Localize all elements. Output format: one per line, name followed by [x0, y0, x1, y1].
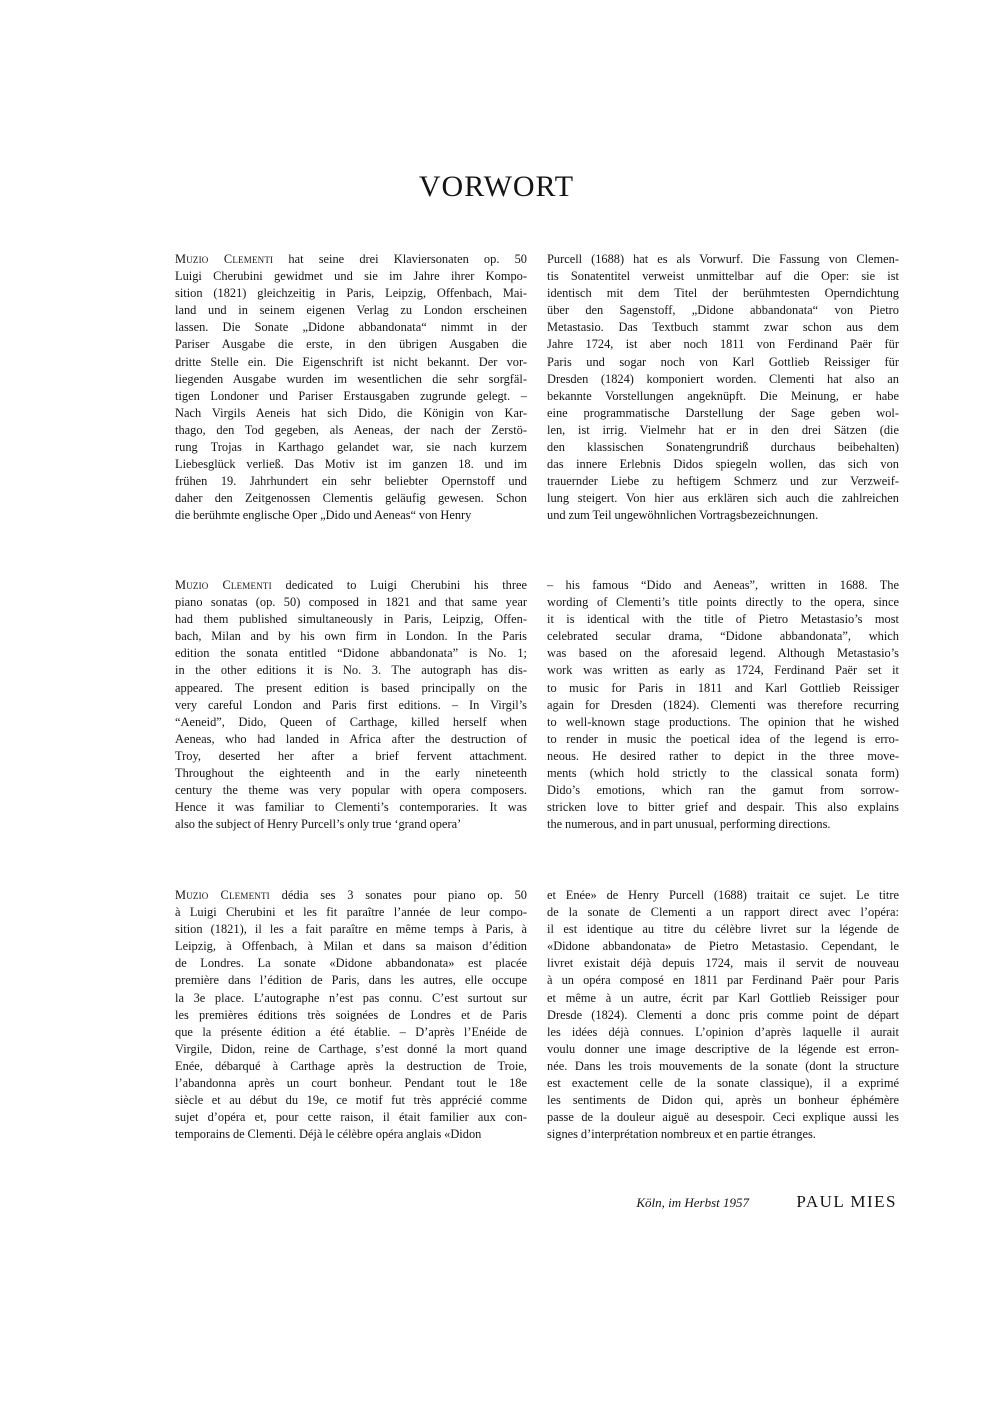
text-line: Enée, débarqué à Carthage après la destruction de Troie,	[175, 1058, 527, 1073]
text-line: Aeneas, who had landed in Africa after the destruction of	[175, 731, 527, 746]
text-line: bach, Milan and by his own firm in London. In the Paris	[175, 629, 527, 644]
text-line: à Luigi Cherubini et les fit paraître l’année de leur compo-	[175, 905, 527, 920]
text-line: to render in music the poetical idea of the legend is erro-	[547, 731, 899, 746]
text-line: passe de la douleur aiguë au desespoir. Ceci explique aussi les	[547, 1110, 899, 1125]
text-line: – his famous “Dido and Aeneas”, written in 1688. The	[547, 578, 899, 592]
text-line: l’abandonna après un court bonheur. Pendant tout le 18e	[175, 1076, 527, 1091]
text-line: liegenden Ausgabe wurden im wesentlichen die sehr sorgfäl-	[175, 371, 527, 386]
text-line: temporains de Clementi. Déjà le célèbre opéra anglais «Didon	[175, 1127, 482, 1142]
german-section	[175, 251, 897, 531]
text-line: à un opéra composé en 1811 par Ferdinand Paër pour Paris	[547, 973, 899, 988]
signature-author: PAUL MIES	[796, 1192, 897, 1211]
text-line: dritte Stelle ein. Die Eigenschrift ist nicht bekannt. Der vor-	[175, 354, 527, 369]
text-line: de la sonate de Clementi a un rapport direct avec l’opéra:	[547, 905, 899, 920]
text-line: thago, den Tod gegeben, als Aeneas, der nach der Zerstö-	[175, 422, 527, 437]
text-line: identisch mit dem Titel der berühmtesten Operndichtung	[547, 286, 899, 301]
text-line: “Aeneid”, Dido, Queen of Carthage, killed herself when	[175, 714, 527, 729]
page-title: VORWORT	[418, 170, 575, 203]
text-line: Metastasio. Das Textbuch stammt zwar schon aus dem	[547, 320, 899, 335]
text-line: tis Sonatentitel verweist unmittelbar auf die Oper: sie ist	[547, 269, 899, 284]
text-line: had them published simultaneously in Paris, Leipzig, Offen-	[175, 612, 527, 627]
text-line: lung steigert. Von hier aus erklären sich auch die zahlreichen	[547, 491, 899, 506]
text-line: sition (1821), il les a fait paraître en même temps à Paris, à	[175, 922, 527, 937]
text-line: Muzio Clementi dedicated to Luigi Cherubini his three	[175, 578, 527, 592]
text-line: to well-known stage productions. The opinion that he wished	[547, 714, 899, 729]
text-line: stricken love to bitter grief and despair. This also explains	[547, 800, 899, 815]
text-line: land und in seinem eigenen Verlag zu London erscheinen	[175, 303, 527, 318]
text-line: et Enée» de Henry Purcell (1688) traitait ce sujet. Le titre	[547, 888, 899, 902]
text-line: Luigi Cherubini gewidmet und sie im Jahre ihrer Kompo-	[175, 269, 527, 284]
text-line: née. Dans les trois mouvements de la sonate (dont la structure	[547, 1058, 899, 1073]
english-section	[175, 577, 897, 839]
text-line: de Londres. La sonate «Didone abbandonata» est placée	[175, 956, 527, 971]
text-line: est exactement celle de la sonate classique), il a exprimé	[547, 1076, 899, 1091]
text-line: century the theme was very popular with opera composers.	[175, 783, 527, 798]
composer-name: Muzio Clementi	[175, 888, 270, 902]
text-line: Hence it was familiar to Clementi’s contemporaries. It was	[175, 800, 527, 815]
german-column-right	[547, 251, 899, 525]
text-line: Throughout the eighteenth and in the early nineteenth	[175, 766, 527, 781]
text-line: Muzio Clementi dédia ses 3 sonates pour piano op. 50	[175, 888, 528, 902]
text-line: sition (1821) gleichzeitig in Paris, Leipzig, Offenbach, Mai-	[175, 286, 527, 301]
text-line: edition the sonata entitled “Didone abbandonata” is No. 1;	[175, 646, 527, 661]
text-line: celebrated secular drama, “Didone abbandonata”, which	[547, 629, 899, 644]
german-column-left	[175, 251, 527, 525]
french-column-right	[547, 887, 899, 1143]
text-line: bekannte Vorstellungen angeknüpft. Die Meinung, er habe	[547, 388, 899, 403]
text-line: und zum Teil ungewöhnlichen Vortragsbezeichnungen.	[547, 508, 819, 523]
text-line: den klassischen Sonatengrundriß durchaus beibehalten)	[547, 440, 899, 455]
english-column-right	[547, 577, 899, 833]
text-line: signes d’interprétation nombreux et en partie étranges.	[547, 1127, 816, 1142]
text-line: Purcell (1688) hat es als Vorwurf. Die Fassung von Clemen-	[547, 252, 899, 266]
text-line: das innere Erlebnis Didos spiegeln wollen, das sich von	[547, 457, 899, 472]
text-line: Dresden (1824) komponiert worden. Clementi hat also an	[547, 371, 899, 386]
text-line: again for Dresden (1824). Clementi was therefore recurring	[547, 697, 899, 712]
text-line: wording of Clementi’s title points directly to the opera, since	[547, 595, 899, 610]
text-line: que la présente édition a été établie. – D’après l’Enéide de	[175, 1024, 527, 1039]
text-line: il est identique au titre du célèbre livret sur la légende de	[547, 922, 899, 937]
text-line: Liebesglück verließ. Das Motiv ist im ganzen 18. und im	[175, 457, 527, 472]
text-line: it is identical with the title of Pietro Metastasio’s most	[547, 612, 899, 627]
text-line: sujet d’opéra et, pour cette raison, il était familier aux con-	[175, 1110, 527, 1125]
text-line: rung Trojas in Karthago gelandet war, sie nach kurzem	[175, 440, 527, 455]
text-line: Paris und sogar noch von Karl Gottlieb Reissiger für	[547, 354, 899, 369]
french-column-left	[175, 887, 527, 1143]
text-line: les sentiments de Didon qui, après un bonheur éphémère	[547, 1093, 899, 1108]
text-line: frühen 19. Jahrhundert ein sehr beliebter Opernstoff und	[175, 474, 527, 489]
text-line: trauernder Liebe zu heftigem Schmerz und zur Verzweif-	[547, 474, 899, 489]
text-line: Jahre 1724, ist aber noch 1811 von Ferdinand Paër für	[547, 337, 899, 352]
text-line: piano sonatas (op. 50) composed in 1821 and that same year	[175, 595, 527, 610]
text-line: siècle et au début du 19e, ce motif fut très apprécié comme	[175, 1093, 527, 1108]
text-line: la 3e place. L’autographe n’est pas connu. C’est surtout sur	[175, 990, 527, 1005]
signature-block	[540, 1192, 897, 1216]
text-line: Leipzig, à Offenbach, à Milan et dans sa maison d’édition	[175, 939, 527, 954]
text-line: Virgile, Didon, reine de Carthage, s’est donné la mort quand	[175, 1041, 527, 1056]
text-line: neous. He desired rather to depict in the three move-	[547, 748, 899, 763]
text-line: very careful London and Paris first editions. – In Virgil’s	[175, 697, 527, 712]
text-line: ments (which hold strictly to the classical sonata form)	[547, 766, 899, 781]
signature-place-date: Köln, im Herbst 1957	[636, 1195, 749, 1210]
text-line: to music for Paris in 1811 and Karl Gottlieb Reissiger	[547, 680, 899, 695]
text-line: tigen Londoner und Pariser Erstausgaben zugrunde gelegt. –	[175, 388, 527, 403]
text-line: Troy, deserted her after a brief fervent attachment.	[175, 748, 527, 763]
text-line: les premières éditions très soignées de Londres et de Paris	[175, 1007, 527, 1022]
text-line: voulu donner une image descriptive de la légende est erron-	[547, 1041, 899, 1056]
text-line: Pariser Ausgabe die erste, in den übrigen Ausgaben die	[175, 337, 527, 352]
text-line: première dans l’édition de Paris, dans les autres, elle occupe	[175, 973, 527, 988]
text-line: Muzio Clementi hat seine drei Klaviersonaten op. 50	[175, 252, 527, 266]
text-line: les idées déjà connues. L’opinion d’après laquelle il aurait	[547, 1024, 899, 1039]
text-line: daher den Zeitgenossen Clementis geläufig gewesen. Schon	[175, 491, 527, 506]
text-line: eine programmatische Darstellung der Sage geben wol-	[547, 405, 899, 420]
text-line: lassen. Die Sonate „Didone abbandonata“ nimmt in der	[175, 320, 527, 335]
text-line: «Didone abbandonata» de Pietro Metastasio. Cependant, le	[547, 939, 899, 954]
composer-name: Muzio Clementi	[175, 578, 272, 592]
french-section	[175, 887, 897, 1149]
text-line: et même à un autre, écrit par Karl Gottlieb Reissiger pour	[547, 990, 899, 1005]
text-line: über den Sagenstoff, „Didone abbandonata“ von Pietro	[547, 303, 899, 318]
text-line: was based on the aforesaid legend. Although Metastasio’s	[547, 646, 899, 661]
composer-name: Muzio Clementi	[175, 252, 274, 266]
text-line: livret existait déjà depuis 1724, mais il servit de nouveau	[547, 956, 899, 971]
text-line: appeared. The present edition is based principally on the	[175, 680, 527, 695]
text-line: len, ist irrig. Vielmehr hat er in den drei Sätzen (die	[547, 422, 899, 437]
text-line: Nach Virgils Aeneis hat sich Dido, die Königin von Kar-	[175, 405, 527, 420]
text-line: the numerous, and in part unusual, performing directions.	[547, 817, 831, 832]
english-column-left	[175, 577, 527, 833]
text-line: Dresde (1824). Clementi a donc pris comme point de départ	[547, 1007, 899, 1022]
text-line: in the other editions it is No. 3. The autograph has dis-	[175, 663, 527, 678]
text-line: also the subject of Henry Purcell’s only true ‘grand opera’	[175, 817, 462, 832]
text-line: die berühmte englische Oper „Dido und Aeneas“ von Henry	[175, 508, 472, 523]
text-line: Dido’s emotions, which ran the gamut from sorrow-	[547, 783, 899, 798]
text-line: work was written as early as 1724, Ferdinand Paër set it	[547, 663, 899, 678]
